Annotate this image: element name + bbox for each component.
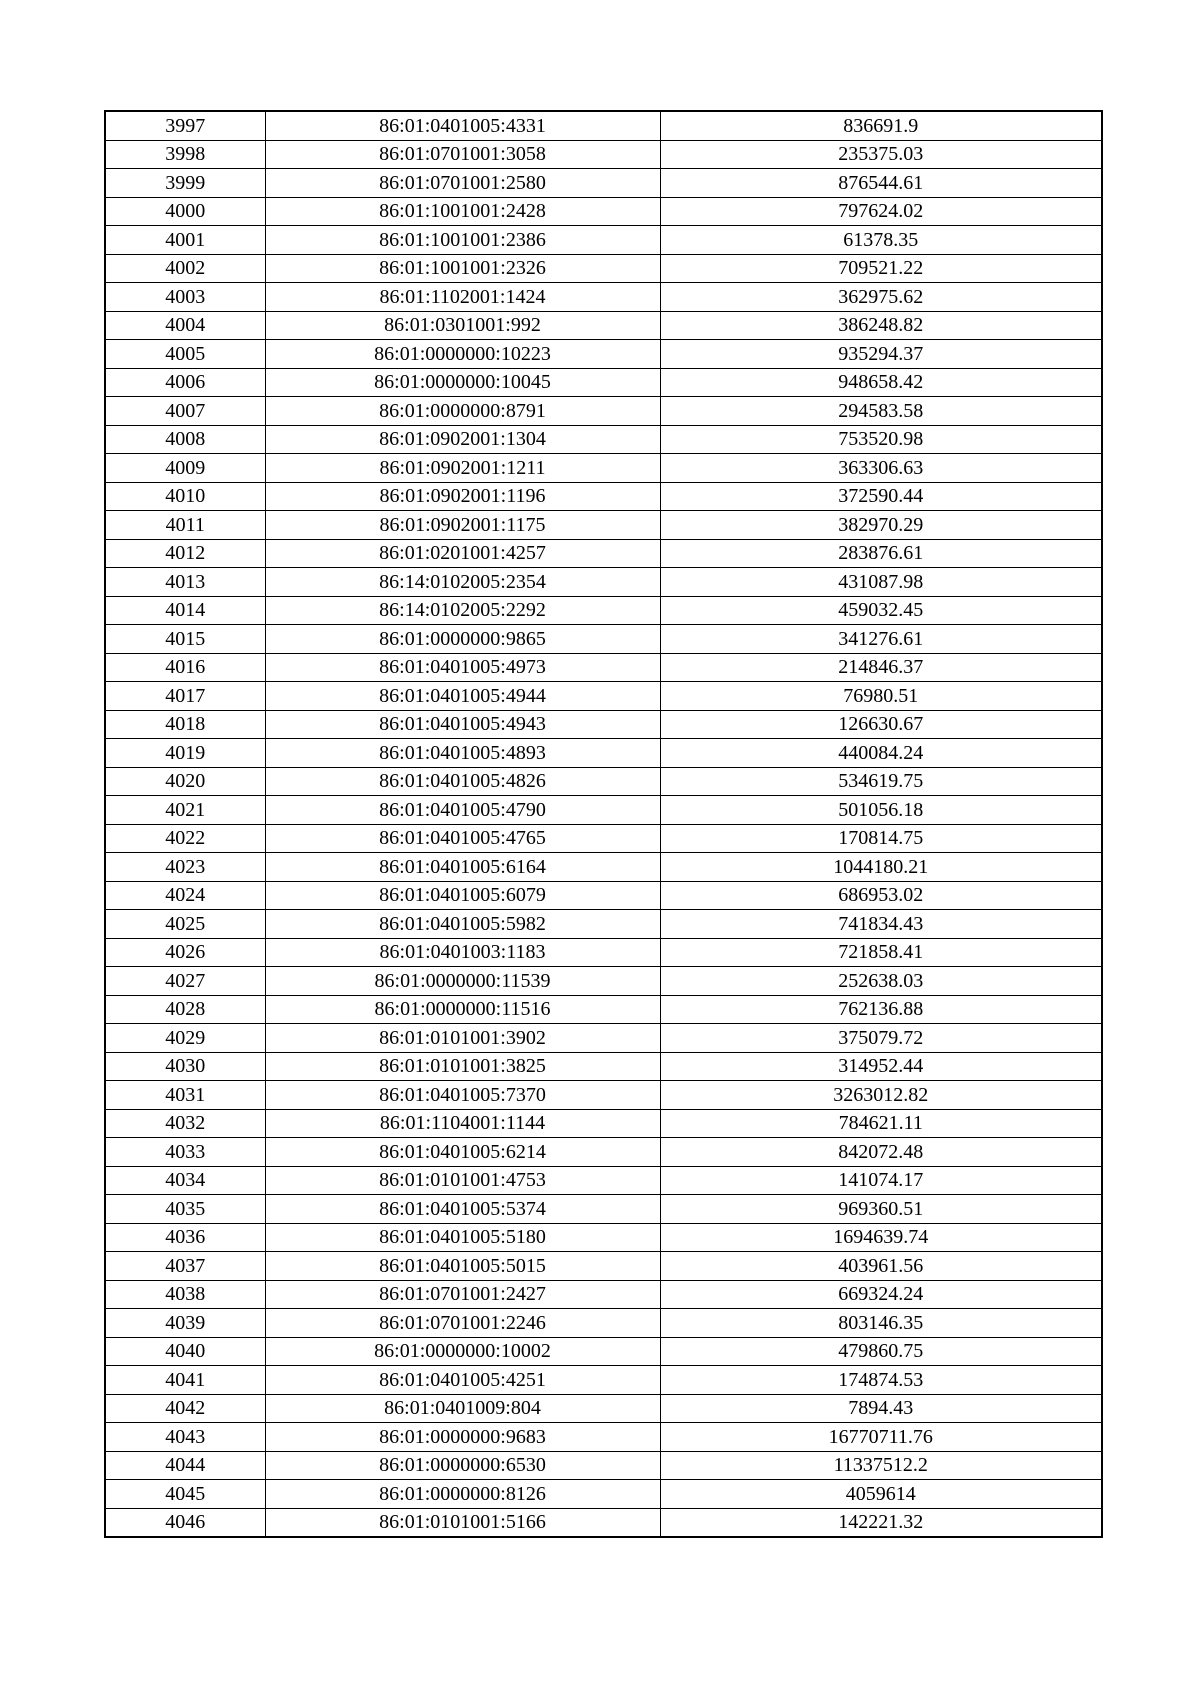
row-number-cell: 4008 (105, 425, 265, 454)
table-row (105, 1109, 1102, 1138)
value-cell: 76980.51 (660, 682, 1102, 711)
value-cell: 753520.98 (660, 425, 1102, 454)
table-row (105, 340, 1102, 369)
value-cell: 440084.24 (660, 739, 1102, 768)
table-row (105, 111, 1102, 140)
value-cell: 252638.03 (660, 967, 1102, 996)
row-number-cell: 4020 (105, 767, 265, 796)
table-row (105, 226, 1102, 255)
cadastral-number-cell: 86:01:0000000:9865 (265, 625, 660, 654)
value-cell: 126630.67 (660, 710, 1102, 739)
row-number-cell: 3999 (105, 169, 265, 198)
row-number-cell: 4042 (105, 1394, 265, 1423)
value-cell: 314952.44 (660, 1052, 1102, 1081)
table-row (105, 1394, 1102, 1423)
table-row (105, 1480, 1102, 1509)
value-cell: 403961.56 (660, 1252, 1102, 1281)
value-cell: 174874.53 (660, 1366, 1102, 1395)
table-row (105, 824, 1102, 853)
row-number-cell: 4017 (105, 682, 265, 711)
row-number-cell: 4004 (105, 311, 265, 340)
value-cell: 741834.43 (660, 910, 1102, 939)
table-row (105, 1252, 1102, 1281)
row-number-cell: 4012 (105, 539, 265, 568)
value-cell: 7894.43 (660, 1394, 1102, 1423)
cadastral-number-cell: 86:01:0101001:3825 (265, 1052, 660, 1081)
row-number-cell: 3998 (105, 140, 265, 169)
table-row (105, 169, 1102, 198)
table-row (105, 1280, 1102, 1309)
cadastral-number-cell: 86:01:0401005:4251 (265, 1366, 660, 1395)
cadastral-number-cell: 86:01:0000000:9683 (265, 1423, 660, 1452)
row-number-cell: 4009 (105, 454, 265, 483)
value-cell: 948658.42 (660, 368, 1102, 397)
value-cell: 669324.24 (660, 1280, 1102, 1309)
value-cell: 842072.48 (660, 1138, 1102, 1167)
cadastral-number-cell: 86:01:0401005:4826 (265, 767, 660, 796)
table-row (105, 1309, 1102, 1338)
row-number-cell: 4002 (105, 254, 265, 283)
row-number-cell: 4026 (105, 938, 265, 967)
row-number-cell: 4038 (105, 1280, 265, 1309)
cadastral-number-cell: 86:01:1001001:2386 (265, 226, 660, 255)
cadastral-number-cell: 86:01:0401005:5982 (265, 910, 660, 939)
value-cell: 363306.63 (660, 454, 1102, 483)
table-row (105, 1508, 1102, 1537)
cadastral-number-cell: 86:01:0401005:6079 (265, 881, 660, 910)
value-cell: 479860.75 (660, 1337, 1102, 1366)
cadastral-number-cell: 86:01:0701001:3058 (265, 140, 660, 169)
cadastral-number-cell: 86:01:1001001:2428 (265, 197, 660, 226)
cadastral-number-cell: 86:01:0401005:4765 (265, 824, 660, 853)
row-number-cell: 4041 (105, 1366, 265, 1395)
row-number-cell: 4005 (105, 340, 265, 369)
cadastral-number-cell: 86:01:0401009:804 (265, 1394, 660, 1423)
row-number-cell: 4014 (105, 596, 265, 625)
row-number-cell: 4044 (105, 1451, 265, 1480)
row-number-cell: 4032 (105, 1109, 265, 1138)
cadastral-number-cell: 86:01:0000000:10002 (265, 1337, 660, 1366)
value-cell: 1694639.74 (660, 1223, 1102, 1252)
value-cell: 431087.98 (660, 568, 1102, 597)
table-row (105, 511, 1102, 540)
value-cell: 341276.61 (660, 625, 1102, 654)
value-cell: 141074.17 (660, 1166, 1102, 1195)
row-number-cell: 4001 (105, 226, 265, 255)
value-cell: 61378.35 (660, 226, 1102, 255)
cadastral-number-cell: 86:01:0401005:4944 (265, 682, 660, 711)
table-row (105, 454, 1102, 483)
value-cell: 283876.61 (660, 539, 1102, 568)
table-row (105, 1052, 1102, 1081)
row-number-cell: 4035 (105, 1195, 265, 1224)
cadastral-number-cell: 86:01:0401005:4331 (265, 111, 660, 140)
table-row (105, 739, 1102, 768)
table-row (105, 796, 1102, 825)
row-number-cell: 4040 (105, 1337, 265, 1366)
row-number-cell: 4024 (105, 881, 265, 910)
table-row (105, 311, 1102, 340)
cadastral-number-cell: 86:01:0000000:10045 (265, 368, 660, 397)
cadastral-number-cell: 86:01:0301001:992 (265, 311, 660, 340)
table-row (105, 967, 1102, 996)
row-number-cell: 4028 (105, 995, 265, 1024)
cadastral-number-cell: 86:01:0401005:6214 (265, 1138, 660, 1167)
cadastral-number-cell: 86:01:1001001:2326 (265, 254, 660, 283)
cadastral-number-cell: 86:01:0000000:11539 (265, 967, 660, 996)
value-cell: 686953.02 (660, 881, 1102, 910)
table-row (105, 568, 1102, 597)
table-row (105, 682, 1102, 711)
cadastral-number-cell: 86:01:0401005:4943 (265, 710, 660, 739)
row-number-cell: 4007 (105, 397, 265, 426)
value-cell: 11337512.2 (660, 1451, 1102, 1480)
value-cell: 142221.32 (660, 1508, 1102, 1537)
table-body (105, 111, 1102, 1537)
table-row (105, 197, 1102, 226)
cadastral-number-cell: 86:14:0102005:2292 (265, 596, 660, 625)
cadastral-number-cell: 86:01:0902001:1196 (265, 482, 660, 511)
row-number-cell: 4029 (105, 1024, 265, 1053)
cadastral-number-cell: 86:01:0401005:7370 (265, 1081, 660, 1110)
value-cell: 762136.88 (660, 995, 1102, 1024)
value-cell: 721858.41 (660, 938, 1102, 967)
row-number-cell: 4033 (105, 1138, 265, 1167)
cadastral-number-cell: 86:01:0201001:4257 (265, 539, 660, 568)
row-number-cell: 4021 (105, 796, 265, 825)
table-row (105, 625, 1102, 654)
table-row (105, 995, 1102, 1024)
value-cell: 797624.02 (660, 197, 1102, 226)
value-cell: 170814.75 (660, 824, 1102, 853)
cadastral-number-cell: 86:01:0000000:10223 (265, 340, 660, 369)
table-row (105, 482, 1102, 511)
table-row (105, 539, 1102, 568)
cadastral-number-cell: 86:01:1104001:1144 (265, 1109, 660, 1138)
row-number-cell: 4016 (105, 653, 265, 682)
cadastral-number-cell: 86:01:0701001:2580 (265, 169, 660, 198)
value-cell: 803146.35 (660, 1309, 1102, 1338)
value-cell: 4059614 (660, 1480, 1102, 1509)
cadastral-number-cell: 86:01:0101001:5166 (265, 1508, 660, 1537)
cadastral-number-cell: 86:01:0401005:4973 (265, 653, 660, 682)
table-row (105, 1024, 1102, 1053)
row-number-cell: 4025 (105, 910, 265, 939)
row-number-cell: 4006 (105, 368, 265, 397)
value-cell: 459032.45 (660, 596, 1102, 625)
cadastral-number-cell: 86:01:0401005:6164 (265, 853, 660, 882)
row-number-cell: 4003 (105, 283, 265, 312)
row-number-cell: 4036 (105, 1223, 265, 1252)
table-row (105, 1366, 1102, 1395)
value-cell: 235375.03 (660, 140, 1102, 169)
row-number-cell: 4022 (105, 824, 265, 853)
table-row (105, 1337, 1102, 1366)
row-number-cell: 4010 (105, 482, 265, 511)
row-number-cell: 4045 (105, 1480, 265, 1509)
value-cell: 214846.37 (660, 653, 1102, 682)
table-row (105, 254, 1102, 283)
table-row (105, 1423, 1102, 1452)
value-cell: 382970.29 (660, 511, 1102, 540)
row-number-cell: 4034 (105, 1166, 265, 1195)
cadastral-number-cell: 86:01:0401005:5015 (265, 1252, 660, 1281)
value-cell: 3263012.82 (660, 1081, 1102, 1110)
value-cell: 836691.9 (660, 111, 1102, 140)
table-row (105, 767, 1102, 796)
cadastral-number-cell: 86:01:0701001:2246 (265, 1309, 660, 1338)
row-number-cell: 4000 (105, 197, 265, 226)
cadastral-number-cell: 86:01:0401005:5374 (265, 1195, 660, 1224)
cadastral-number-cell: 86:01:0701001:2427 (265, 1280, 660, 1309)
value-cell: 876544.61 (660, 169, 1102, 198)
cadastral-number-cell: 86:01:0902001:1304 (265, 425, 660, 454)
value-cell: 501056.18 (660, 796, 1102, 825)
table-row (105, 1138, 1102, 1167)
cadastral-number-cell: 86:01:0000000:8126 (265, 1480, 660, 1509)
table-row (105, 596, 1102, 625)
table-row (105, 881, 1102, 910)
table-row (105, 853, 1102, 882)
table-row (105, 1166, 1102, 1195)
table-row (105, 368, 1102, 397)
table-row (105, 283, 1102, 312)
row-number-cell: 4011 (105, 511, 265, 540)
table-row (105, 397, 1102, 426)
cadastral-number-cell: 86:01:0000000:6530 (265, 1451, 660, 1480)
cadastral-number-cell: 86:01:0401003:1183 (265, 938, 660, 967)
value-cell: 709521.22 (660, 254, 1102, 283)
row-number-cell: 4015 (105, 625, 265, 654)
table-row (105, 140, 1102, 169)
row-number-cell: 4037 (105, 1252, 265, 1281)
row-number-cell: 4031 (105, 1081, 265, 1110)
value-cell: 375079.72 (660, 1024, 1102, 1053)
cadastral-number-cell: 86:14:0102005:2354 (265, 568, 660, 597)
cadastral-number-cell: 86:01:0000000:11516 (265, 995, 660, 1024)
row-number-cell: 4018 (105, 710, 265, 739)
row-number-cell: 4043 (105, 1423, 265, 1452)
table-row (105, 1081, 1102, 1110)
row-number-cell: 4046 (105, 1508, 265, 1537)
value-cell: 294583.58 (660, 397, 1102, 426)
cadastral-number-cell: 86:01:1102001:1424 (265, 283, 660, 312)
row-number-cell: 4027 (105, 967, 265, 996)
cadastral-number-cell: 86:01:0902001:1211 (265, 454, 660, 483)
row-number-cell: 4019 (105, 739, 265, 768)
value-cell: 1044180.21 (660, 853, 1102, 882)
table-row (105, 938, 1102, 967)
table-row (105, 1451, 1102, 1480)
row-number-cell: 4039 (105, 1309, 265, 1338)
cadastral-number-cell: 86:01:0101001:3902 (265, 1024, 660, 1053)
table-row (105, 1223, 1102, 1252)
value-cell: 784621.11 (660, 1109, 1102, 1138)
value-cell: 372590.44 (660, 482, 1102, 511)
cadastral-number-cell: 86:01:0101001:4753 (265, 1166, 660, 1195)
row-number-cell: 3997 (105, 111, 265, 140)
cadastral-number-cell: 86:01:0902001:1175 (265, 511, 660, 540)
value-cell: 362975.62 (660, 283, 1102, 312)
cadastral-value-table (104, 110, 1103, 1538)
row-number-cell: 4023 (105, 853, 265, 882)
value-cell: 16770711.76 (660, 1423, 1102, 1452)
cadastral-number-cell: 86:01:0401005:5180 (265, 1223, 660, 1252)
cadastral-number-cell: 86:01:0401005:4790 (265, 796, 660, 825)
value-cell: 386248.82 (660, 311, 1102, 340)
table-row (105, 710, 1102, 739)
value-cell: 534619.75 (660, 767, 1102, 796)
cadastral-number-cell: 86:01:0000000:8791 (265, 397, 660, 426)
value-cell: 969360.51 (660, 1195, 1102, 1224)
row-number-cell: 4013 (105, 568, 265, 597)
row-number-cell: 4030 (105, 1052, 265, 1081)
table-row (105, 653, 1102, 682)
table-row (105, 1195, 1102, 1224)
value-cell: 935294.37 (660, 340, 1102, 369)
table-row (105, 910, 1102, 939)
table-row (105, 425, 1102, 454)
cadastral-number-cell: 86:01:0401005:4893 (265, 739, 660, 768)
